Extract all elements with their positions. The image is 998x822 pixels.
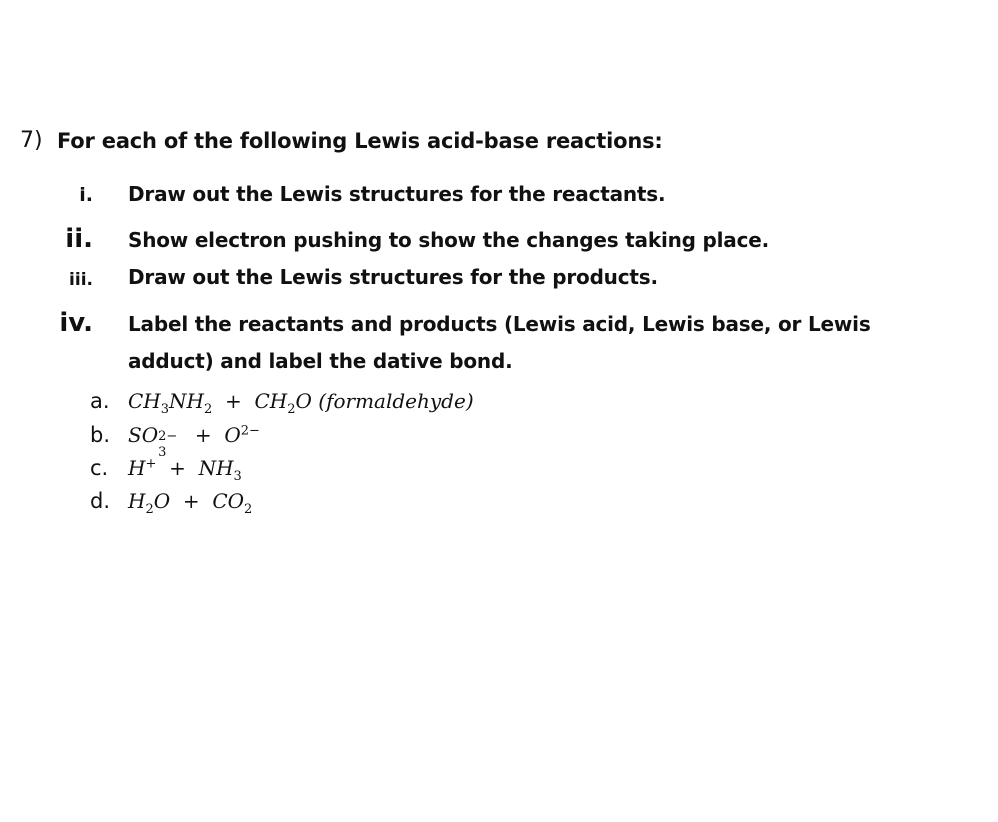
reaction-letter-d: d.	[90, 489, 111, 513]
step-numeral-i: i.	[79, 184, 93, 206]
plus-sign: +	[194, 423, 212, 447]
step-numeral-iii: iii.	[69, 270, 93, 290]
question-number: 7)	[20, 128, 43, 153]
reaction-d	[128, 486, 252, 516]
reaction-b	[128, 420, 260, 460]
step-text-ii: Show electron pushing to show the changes taking place.	[128, 228, 770, 252]
step-numeral-ii: ii.	[65, 224, 93, 254]
reaction-letter-a: a.	[90, 389, 110, 413]
step-text-iv-line1: Label the reactants and products (Lewis acid, Lewis base, or Lewis	[128, 312, 871, 336]
reaction-letter-b: b.	[90, 423, 111, 447]
step-numeral-iv: iv.	[59, 308, 93, 338]
reactant-2: $NH_3$	[198, 456, 242, 484]
reactant-2-note: (formaldehyde)	[318, 389, 474, 413]
step-text-i: Draw out the Lewis structures for the reactants.	[128, 182, 666, 206]
plus-sign: +	[182, 489, 200, 513]
reactant-2: $CH_2O$	[254, 389, 312, 417]
plus-sign: +	[169, 456, 186, 480]
reactant-1: $H_2O$	[128, 489, 171, 517]
reaction-a	[128, 386, 474, 416]
question-title: For each of the following Lewis acid-base reactions:	[57, 129, 663, 153]
reactant-1: $CH_3NH_2$	[128, 389, 213, 417]
reactant-1: H+	[128, 456, 157, 480]
reactant-2: $CO_2$	[212, 489, 253, 517]
step-text-iii: Draw out the Lewis structures for the products.	[128, 265, 658, 289]
reactant-1: SO 2− 3	[128, 423, 178, 460]
reactant-2: $O^{2-}$	[224, 423, 260, 447]
plus-sign: +	[224, 389, 242, 413]
reaction-c	[128, 453, 242, 483]
reaction-letter-c: c.	[90, 456, 109, 480]
step-text-iv-line2: adduct) and label the dative bond.	[128, 349, 513, 373]
